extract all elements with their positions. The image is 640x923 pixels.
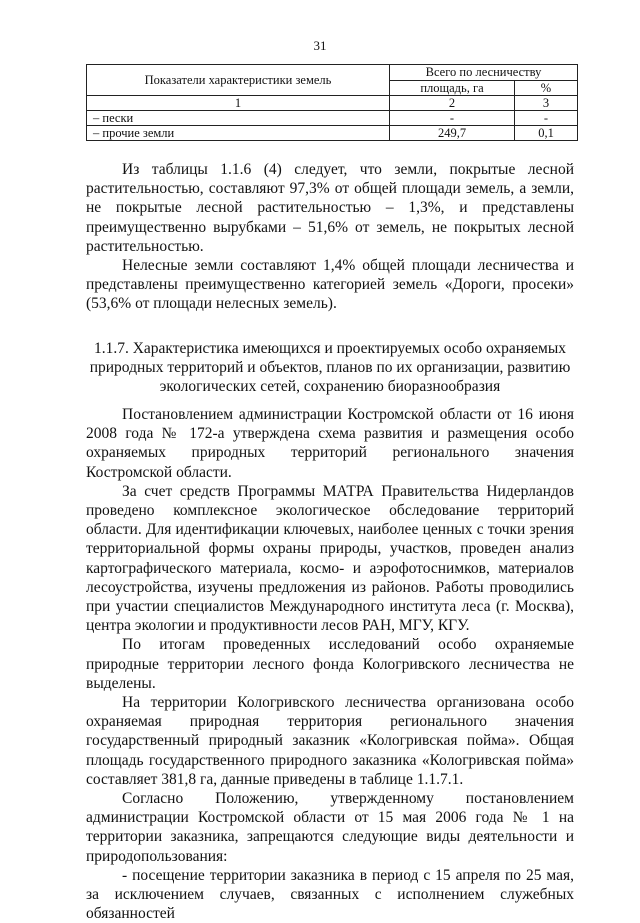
land-characteristics-table	[86, 64, 578, 141]
paragraph: За счет средств Программы МАТРА Правительства Нидерландов проведено комплексное экологическое обследование территорий области. Для идентификации ключевых, наиболее ценных с точки зрения территориальной формы охраны природы, участков, проведен анализ картографического материала, космо- и аэрофотоснимков, материалов лесоустройства, изучены предложения из районов. Работы проводились при участии специалистов Международного института леса (г. Москва), центра экологии и продуктивности лесов РАН, МГУ, КГУ.	[86, 482, 574, 635]
paragraph: - посещение территории заказника в период с 15 апреля по 25 мая, за исключением случаев, связанных с исполнением служебных обязанностей	[86, 866, 574, 923]
paragraph: На территории Кологривского лесничества организована особо охраняемая природная территория регионального значения государственный природный заказник «Кологривская пойма». Общая площадь государственного природного заказника «Кологривская пойма» составляет 381,8 га, данные приведены в таблице 1.1.7.1.	[86, 694, 574, 788]
body-text-top	[86, 160, 574, 314]
header-percent: %	[515, 80, 578, 96]
paragraph: Нелесные земли составляют 1,4% общей площади лесничества и представлены преимущественно категорией земель «Дороги, просеки» (53,6% от площади нелесных земель).	[86, 257, 574, 313]
section-heading: 1.1.7. Характеристика имеющихся и проектируемых особо охраняемых природных территорий и объектов, планов по их организации, развитию экологических сетей, сохранению биоразнообразия	[89, 340, 571, 395]
header-indicators: Показатели характеристики земель	[87, 65, 390, 96]
paragraph: Согласно Положению, утвержденному постановлением администрации Костромской области от 15 мая 2006 года № 1 на территории заказника, запрещаются следующие виды деятельности и природопользования:	[86, 790, 574, 865]
page-number: 31	[313, 38, 327, 53]
header-forestry-total: Всего по лесничеству	[390, 65, 578, 81]
row-area: -	[390, 111, 515, 126]
header-area: площадь, га	[390, 80, 515, 96]
row-label: – прочие земли	[87, 126, 390, 141]
body-text-bottom	[86, 405, 574, 923]
table-row	[87, 126, 578, 141]
row-percent: -	[515, 111, 578, 126]
paragraph: По итогам проведенных исследований особо охраняемые природные территории лесного фонда Кологривского лесничества не выделены.	[86, 636, 574, 692]
table-column-numbers-row	[87, 96, 578, 111]
column-number-2: 2	[390, 96, 515, 111]
paragraph: Постановлением администрации Костромской области от 16 июня 2008 года № 172-а утверждена схема развития и размещения особо охраняемых природных территорий регионального значения Костромской области.	[86, 406, 574, 481]
row-area: 249,7	[390, 126, 515, 141]
table-header-row	[87, 65, 578, 81]
row-label: – пески	[87, 111, 390, 126]
paragraph: Из таблицы 1.1.6 (4) следует, что земли, покрытые лесной растительностью, составляют 97,3% от общей площади земель, а земли, не покрытые лесной растительностью – 1,3%, и представлены преимущественно вырубками – 51,6% от земель, не покрытых лесной растительностью.	[86, 161, 574, 255]
column-number-1: 1	[87, 96, 390, 111]
column-number-3: 3	[515, 96, 578, 111]
table-row	[87, 111, 578, 126]
row-percent: 0,1	[515, 126, 578, 141]
